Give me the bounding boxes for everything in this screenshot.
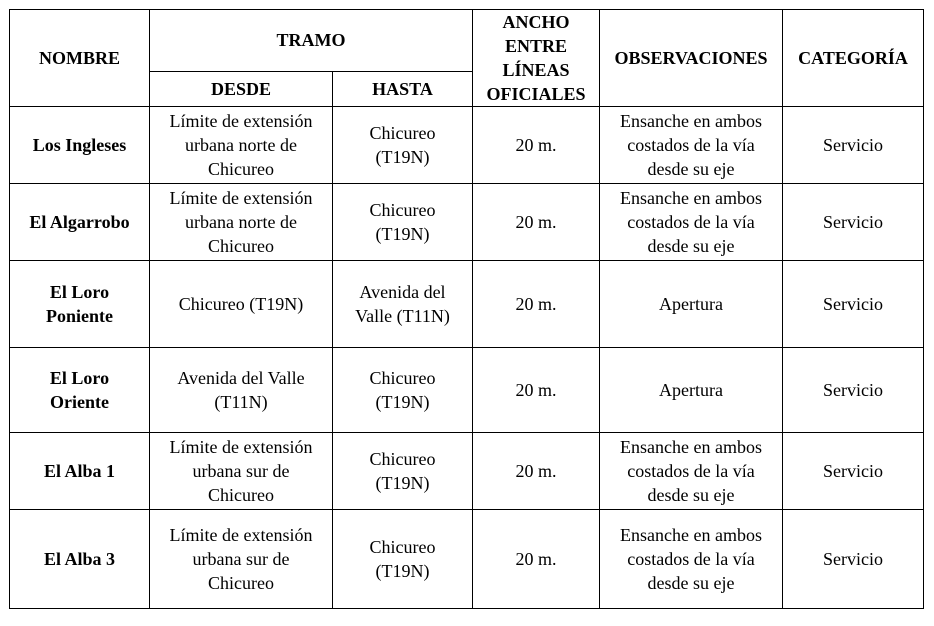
cell-hasta-line: Chicureo (369, 368, 436, 388)
cell-categoria: Servicio (783, 107, 924, 184)
cell-desde-line: urbana norte de (185, 135, 297, 155)
cell-ancho: 20 m. (473, 184, 600, 261)
cell-desde (150, 184, 333, 261)
cell-observaciones-line: Ensanche en ambos (620, 525, 762, 545)
cell-desde-line: Límite de extensión (169, 111, 313, 131)
cell-ancho: 20 m. (473, 510, 600, 609)
cell-hasta-line: Chicureo (369, 537, 436, 557)
cell-desde-line: Chicureo (208, 573, 274, 593)
cell-desde-line: Chicureo (208, 236, 274, 256)
table-row (10, 107, 924, 184)
cell-hasta-line: (T19N) (375, 224, 430, 244)
header-ancho-line: OFICIALES (486, 84, 586, 104)
cell-nombre-line: El Alba 3 (43, 549, 116, 569)
cell-nombre (10, 433, 150, 510)
cell-hasta (333, 348, 473, 433)
cell-categoria: Servicio (783, 433, 924, 510)
cell-observaciones-line: Ensanche en ambos (620, 437, 762, 457)
header-nombre: NOMBRE (10, 10, 150, 107)
cell-categoria: Servicio (783, 184, 924, 261)
table-row (10, 261, 924, 348)
cell-observaciones (600, 510, 783, 609)
cell-nombre-line: Los Ingleses (32, 135, 127, 155)
cell-hasta (333, 107, 473, 184)
cell-observaciones-line: desde su eje (647, 236, 735, 256)
cell-hasta-line: (T19N) (375, 473, 430, 493)
cell-desde (150, 433, 333, 510)
header-ancho-line: ANCHO (502, 12, 570, 32)
cell-nombre (10, 348, 150, 433)
cell-observaciones-line: costados de la vía (627, 135, 755, 155)
table-row (10, 348, 924, 433)
header-tramo: TRAMO (150, 10, 473, 72)
cell-desde-line: Límite de extensión (169, 525, 313, 545)
cell-hasta (333, 510, 473, 609)
cell-desde-line: urbana norte de (185, 212, 297, 232)
table-row (10, 433, 924, 510)
cell-hasta (333, 433, 473, 510)
cell-desde-line: Chicureo (208, 159, 274, 179)
cell-hasta-line: Chicureo (369, 200, 436, 220)
cell-observaciones (600, 261, 783, 348)
cell-categoria: Servicio (783, 348, 924, 433)
cell-hasta-line: (T19N) (375, 147, 430, 167)
cell-observaciones-line: Ensanche en ambos (620, 111, 762, 131)
vias-table (9, 9, 924, 609)
cell-observaciones-line: Ensanche en ambos (620, 188, 762, 208)
cell-hasta-line: (T19N) (375, 561, 430, 581)
cell-desde-line: Límite de extensión (169, 188, 313, 208)
cell-hasta-line: Chicureo (369, 449, 436, 469)
cell-desde-line: Chicureo (208, 485, 274, 505)
cell-observaciones-line: desde su eje (647, 159, 735, 179)
cell-ancho: 20 m. (473, 433, 600, 510)
cell-desde-line: Chicureo (T19N) (178, 294, 304, 314)
cell-hasta-line: (T19N) (375, 392, 430, 412)
header-hasta: HASTA (333, 71, 473, 106)
cell-observaciones-line: costados de la vía (627, 549, 755, 569)
table-body (10, 107, 924, 609)
cell-desde-line: Avenida del Valle (177, 368, 305, 388)
cell-hasta-line: Avenida del (359, 282, 446, 302)
cell-nombre-line: El Loro (49, 282, 110, 302)
table-row (10, 510, 924, 609)
cell-nombre-line: Poniente (46, 306, 113, 326)
header-ancho-line: ENTRE (504, 36, 567, 56)
cell-desde (150, 348, 333, 433)
cell-nombre-line: El Alba 1 (43, 461, 116, 481)
table-row (10, 184, 924, 261)
cell-observaciones (600, 348, 783, 433)
cell-nombre (10, 184, 150, 261)
cell-ancho: 20 m. (473, 348, 600, 433)
cell-observaciones (600, 107, 783, 184)
cell-observaciones-line: costados de la vía (627, 212, 755, 232)
cell-ancho: 20 m. (473, 261, 600, 348)
cell-observaciones (600, 433, 783, 510)
cell-desde (150, 510, 333, 609)
cell-nombre (10, 261, 150, 348)
cell-desde-line: Límite de extensión (169, 437, 313, 457)
cell-nombre-line: El Loro (49, 368, 110, 388)
cell-categoria: Servicio (783, 261, 924, 348)
cell-hasta-line: Chicureo (369, 123, 436, 143)
cell-observaciones-line: Apertura (659, 294, 723, 314)
header-observaciones: OBSERVACIONES (600, 10, 783, 107)
cell-hasta-line: Valle (T11N) (355, 306, 450, 326)
cell-nombre (10, 510, 150, 609)
cell-nombre (10, 107, 150, 184)
cell-nombre-line: Oriente (50, 392, 109, 412)
cell-observaciones-line: desde su eje (647, 485, 735, 505)
cell-ancho: 20 m. (473, 107, 600, 184)
cell-desde (150, 261, 333, 348)
cell-desde (150, 107, 333, 184)
header-desde: DESDE (150, 71, 333, 106)
cell-observaciones (600, 184, 783, 261)
header-ancho (473, 10, 600, 107)
cell-observaciones-line: desde su eje (647, 573, 735, 593)
cell-hasta (333, 261, 473, 348)
cell-desde-line: urbana sur de (192, 461, 290, 481)
header-categoria: CATEGORÍA (783, 10, 924, 107)
cell-observaciones-line: Apertura (659, 380, 723, 400)
cell-observaciones-line: costados de la vía (627, 461, 755, 481)
cell-nombre-line: El Algarrobo (29, 212, 130, 232)
cell-hasta (333, 184, 473, 261)
header-ancho-line: LÍNEAS (502, 60, 570, 80)
cell-desde-line: (T11N) (214, 392, 268, 412)
cell-categoria: Servicio (783, 510, 924, 609)
cell-desde-line: urbana sur de (192, 549, 290, 569)
